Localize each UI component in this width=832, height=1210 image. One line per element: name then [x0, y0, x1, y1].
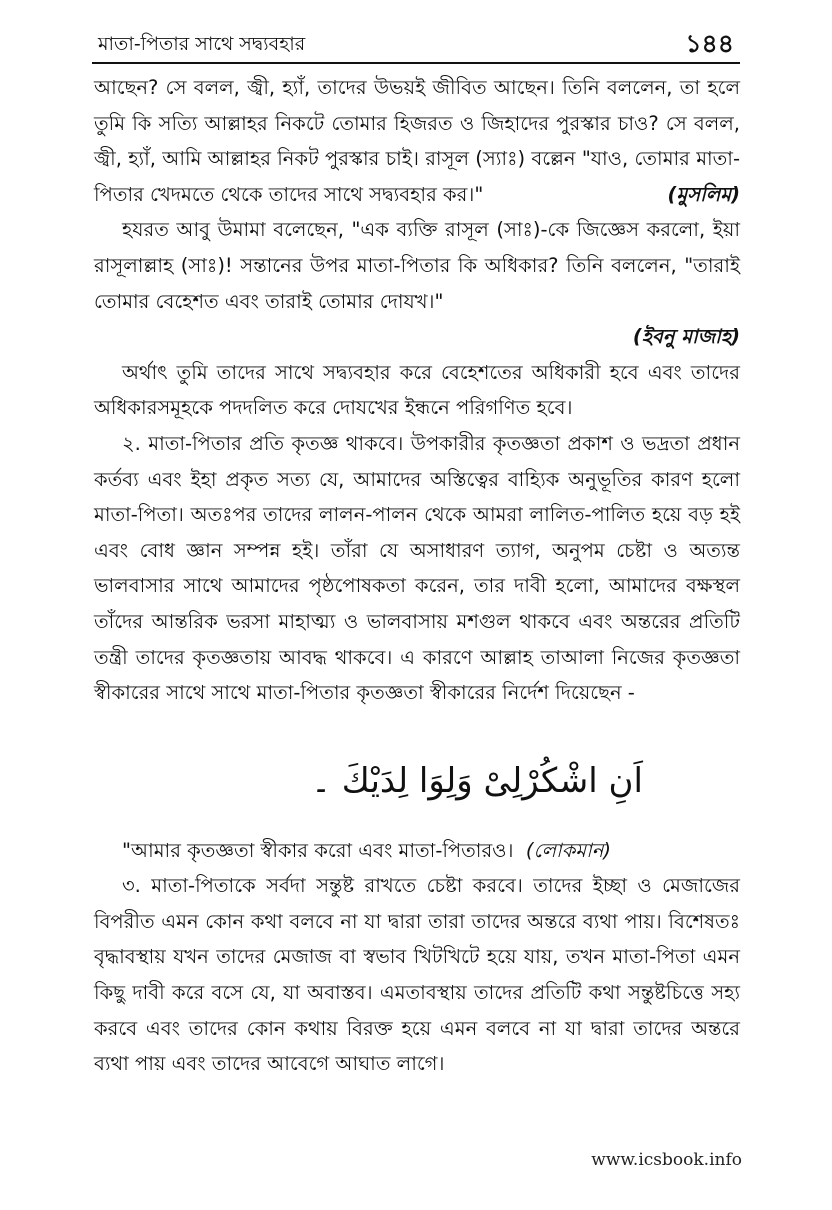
paragraph: [94, 868, 740, 1082]
paragraph-text: হযরত আবু উমামা বলেছেন, "এক ব্যক্তি রাসূল (সাঃ)-কে জিজ্ঞেস করলো, ইয়া রাসূলাল্লাহ (সাঃ)! সন্তানের উপর মাতা-পিতার কি অধিকার? তিনি বললেন, "তারাই তোমার বেহেশত এবং তারাই তোমার দোযখ।": [94, 218, 740, 313]
surah-source: (লোকমান): [525, 838, 611, 862]
paragraph: [94, 426, 740, 711]
website-watermark: www.icsbook.info: [591, 1150, 742, 1170]
arabic-verse: اَنِ اشْكُرْلِىْ وَلِوَا لِدَيْكَ ۔: [311, 760, 643, 801]
hadith-source-line: [94, 319, 740, 355]
page-number: ১৪৪: [685, 29, 734, 58]
page-body: [94, 70, 740, 1082]
paragraph-text: আছেন? সে বলল, জ্বী, হ্যাঁ, তাদের উভয়ই জীবিত আছেন। তিনি বললেন, তা হলে তুমি কি সত্যি আল্লাহর নিকটে তোমার হিজরত ও জিহাদের পুরস্কার চাও? সে বলল, জ্বী, হ্যাঁ, আমি আল্লাহর নিকট পুরস্কার চাই। রাসূল (স্যাঃ) বল্লেন "যাও, তোমার মাতা-পিতার খেদমতে থেকে তাদের সাথে সদ্ব্যবহার কর।": [94, 76, 740, 206]
paragraph: [94, 355, 740, 426]
paragraph-text: ৩. মাতা-পিতাকে সর্বদা সন্তুষ্ট রাখতে চেষ্টা করবে। তাদের ইচ্ছা ও মেজাজের বিপরীত এমন কোন কথা বলবে না যা দ্বারা তারা তাদের অন্তরে ব্যথা পায়। বিশেষতঃ বৃদ্ধাবস্থায় যখন তাদের মেজাজ বা স্বভাব খিটখিটে হয়ে যায়, তখন মাতা-পিতা এমন কিছু দাবী করে বসে যে, যা অবাস্তব। এমতাবস্থায় তাদের প্রতিটি কথা সন্তুষ্টচিত্তে সহ্য করবে এবং তাদের কোন কথায় বিরক্ত হয়ে এমন বলবে না যা দ্বারা তাদের অন্তরে ব্যথা পায় এবং তাদের আবেগে আঘাত লাগে।: [94, 874, 740, 1076]
hadith-source: (ইবনু মাজাহ): [632, 325, 740, 349]
paragraph: [94, 212, 740, 319]
verse-translation: [94, 833, 740, 869]
translation-text: "আমার কৃতজ্ঞতা স্বীকার করো এবং মাতা-পিতারও।: [122, 838, 514, 862]
page-header: [92, 22, 740, 64]
running-title: মাতা-পিতার সাথে সদ্ব্যবহার: [98, 33, 306, 55]
hadith-source: (মুসলিম): [667, 182, 740, 206]
paragraph-text: ২. মাতা-পিতার প্রতি কৃতজ্ঞ থাকবে। উপকারীর কৃতজ্ঞতা প্রকাশ ও ভদ্রতা প্রধান কর্তব্য এবং ইহা প্রকৃত সত্য যে, আমাদের অস্তিত্বের বাহ্যিক অনুভূতির কারণ হলো মাতা-পিতা। অতঃপর তাদের লালন-পালন থেকে আমরা লালিত-পালিত হয়ে বড় হই এবং বোধ জ্ঞান সম্পন্ন হই। তাঁরা যে অসাধারণ ত্যাগ, অনুপম চেষ্টা ও অত্যন্ত ভালবাসার সাথে আমাদের পৃষ্ঠপোষকতা করেন, তার দাবী হলো, আমাদের বক্ষস্থল তাঁদের আন্তরিক ভরসা মাহাত্ম্য ও ভালবাসায় মশগুল থাকবে এবং অন্তরের প্রতিটি তন্ত্রী তাদের কৃতজ্ঞতায় আবদ্ধ থাকবে। এ কারণে আল্লাহ তাআলা নিজের কৃতজ্ঞতা স্বীকারের সাথে সাথে মাতা-পিতার কৃতজ্ঞতা স্বীকারের নির্দেশ দিয়েছেন -: [94, 431, 740, 705]
paragraph-text: অর্থাৎ তুমি তাদের সাথে সদ্ব্যবহার করে বেহেশতের অধিকারী হবে এবং তাদের অধিকারসমূহকে পদদলিত করে দোযখের ইন্ধনে পরিগণিত হবে।: [94, 360, 740, 420]
paragraph: [94, 70, 740, 212]
